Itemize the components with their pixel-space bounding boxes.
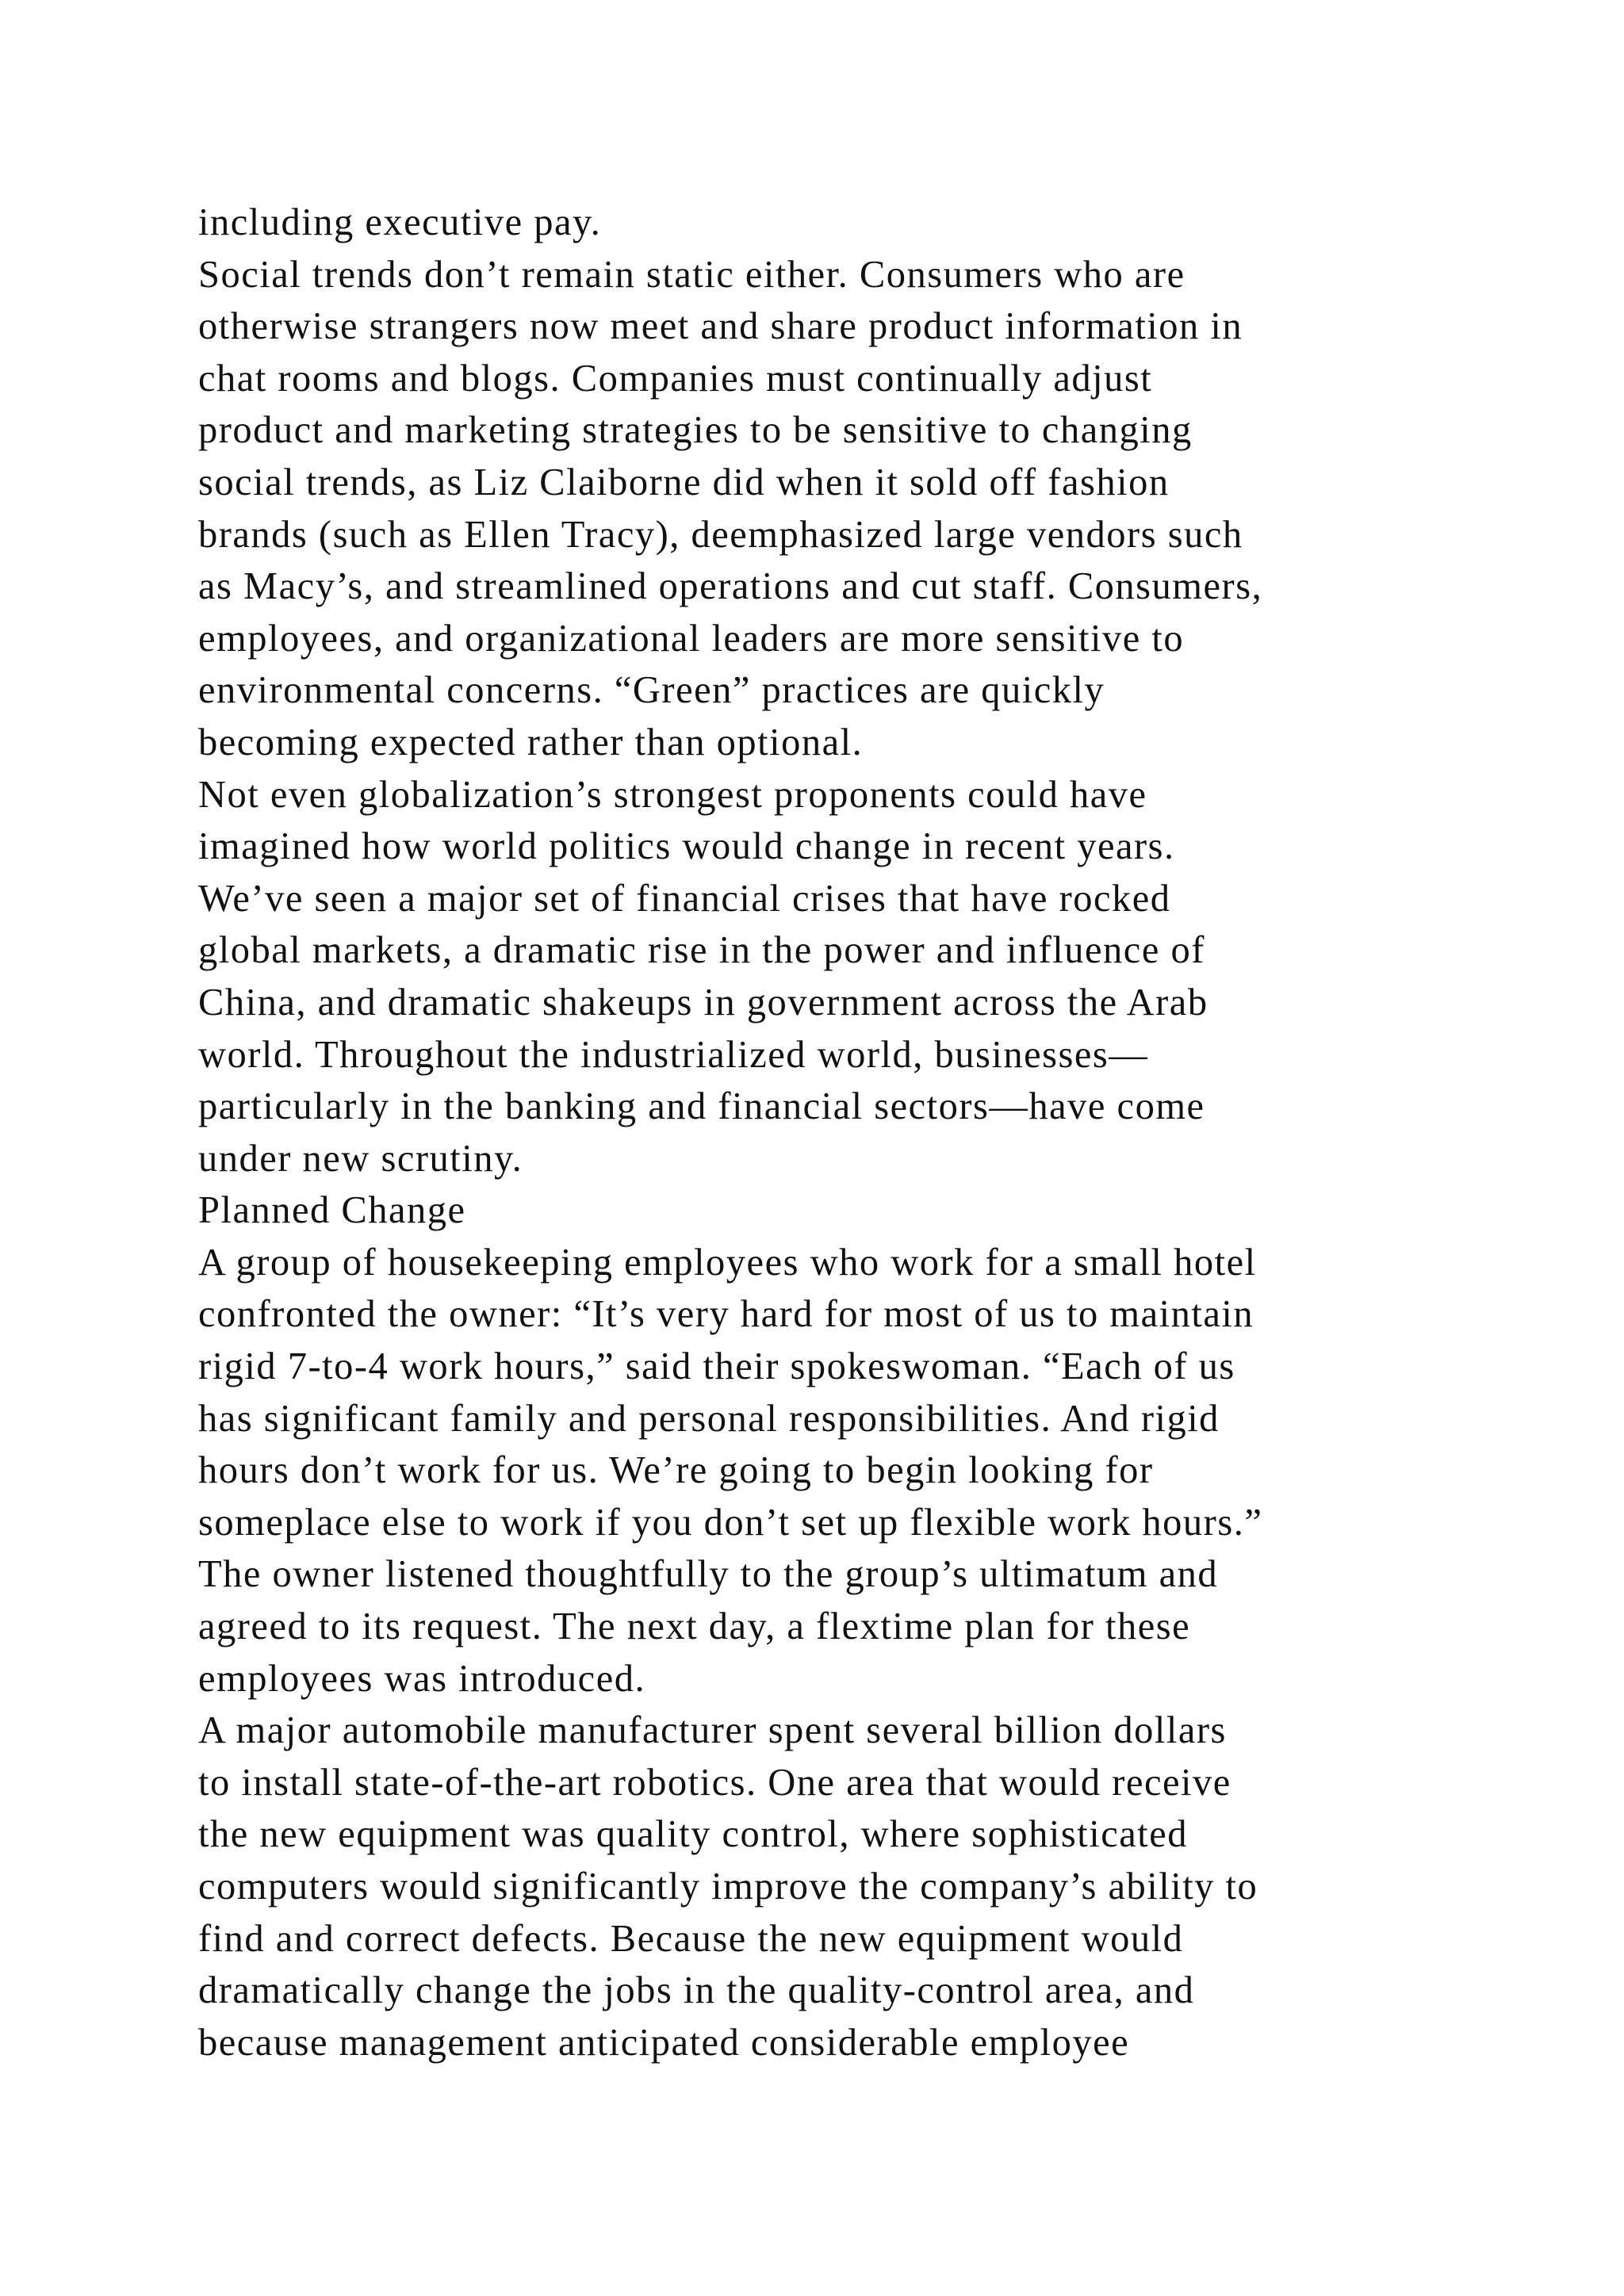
text-line: imagined how world politics would change in recent years. <box>198 825 1175 868</box>
text-line: A major automobile manufacturer spent several billion dollars <box>198 1709 1227 1752</box>
text-line: agreed to its request. The next day, a flextime plan for these <box>198 1605 1191 1648</box>
text-line: employees was introduced. <box>198 1657 646 1700</box>
text-line: product and marketing strategies to be sensitive to changing <box>198 409 1193 452</box>
body-text <box>198 197 1546 2068</box>
text-line: hours don’t work for us. We’re going to begin looking for <box>198 1449 1154 1492</box>
text-line: brands (such as Ellen Tracy), deemphasized large vendors such <box>198 513 1243 556</box>
text-line: the new equipment was quality control, where sophisticated <box>198 1813 1188 1856</box>
text-line: A group of housekeeping employees who work for a small hotel <box>198 1241 1257 1284</box>
section-heading: Planned Change <box>198 1189 466 1232</box>
text-line: environmental concerns. “Green” practices are quickly <box>198 669 1105 712</box>
text-line: confronted the owner: “It’s very hard for most of us to maintain <box>198 1293 1254 1336</box>
text-line: as Macy’s, and streamlined operations and cut staff. Consumers, <box>198 565 1263 608</box>
text-line: including executive pay. <box>198 201 602 243</box>
text-line: becoming expected rather than optional. <box>198 721 864 763</box>
text-line: chat rooms and blogs. Companies must continually adjust <box>198 357 1153 400</box>
text-line: to install state-of-the-art robotics. One area that would receive <box>198 1761 1231 1804</box>
text-line: computers would significantly improve the company’s ability to <box>198 1866 1258 1908</box>
text-line: We’ve seen a major set of financial crises that have rocked <box>198 877 1171 920</box>
text-line: employees, and organizational leaders are more sensitive to <box>198 617 1185 660</box>
text-line: dramatically change the jobs in the quality-control area, and <box>198 1969 1195 2012</box>
text-line: global markets, a dramatic rise in the power and influence of <box>198 929 1205 972</box>
text-line: under new scrutiny. <box>198 1137 523 1180</box>
text-line: China, and dramatic shakeups in government across the Arab <box>198 981 1208 1024</box>
text-line: someplace else to work if you don’t set up flexible work hours.” <box>198 1501 1263 1544</box>
text-line: particularly in the banking and financial sectors—have come <box>198 1085 1205 1128</box>
text-line: find and correct defects. Because the new equipment would <box>198 1917 1184 1960</box>
text-line: otherwise strangers now meet and share product information in <box>198 305 1243 348</box>
text-line: has significant family and personal responsibilities. And rigid <box>198 1397 1220 1440</box>
text-line: world. Throughout the industrialized world, businesses— <box>198 1033 1149 1076</box>
text-line: Social trends don’t remain static either. Consumers who are <box>198 253 1185 296</box>
text-line: rigid 7-to-4 work hours,” said their spokeswoman. “Each of us <box>198 1345 1235 1388</box>
text-line: The owner listened thoughtfully to the group’s ultimatum and <box>198 1553 1219 1596</box>
text-line: social trends, as Liz Claiborne did when it sold off fashion <box>198 461 1170 503</box>
text-line: Not even globalization’s strongest proponents could have <box>198 773 1147 816</box>
text-line: because management anticipated considerable employee <box>198 2021 1130 2064</box>
